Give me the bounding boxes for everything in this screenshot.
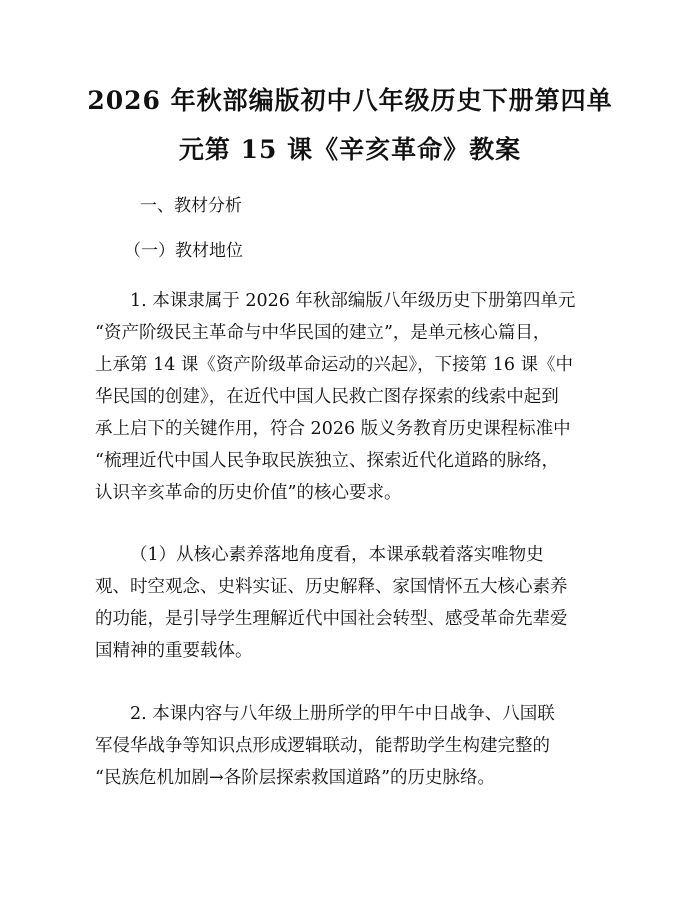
paragraph-3-line: “民族危机加剧→各阶层探索救国道路”的历史脉络。 bbox=[95, 768, 496, 788]
section-heading: 一、教材分析 bbox=[140, 196, 242, 216]
paragraph-2-line: 国精神的重要载体。 bbox=[95, 641, 253, 661]
paragraph-1-line: 1. 本课隶属于 2026 年秋部编版八年级历史下册第四单元 bbox=[130, 291, 576, 311]
paragraph-2-line: （1）从核心素养落地角度看，本课承载着落实唯物史 bbox=[130, 545, 544, 565]
paragraph-2-line: 的功能，是引导学生理解近代中国社会转型、感受革命先辈爱 bbox=[95, 609, 568, 629]
paragraph-1-line: 承上启下的关键作用，符合 2026 版义务教育历史课程标准中 bbox=[95, 419, 571, 439]
paragraph-3-line: 2. 本课内容与八年级上册所学的甲午中日战争、八国联 bbox=[130, 704, 555, 724]
paragraph-1-line: 上承第 14 课《资产阶级革命运动的兴起》，下接第 16 课《中 bbox=[95, 355, 574, 375]
document-title-line-1: 2026 年秋部编版初中八年级历史下册第四单 bbox=[87, 86, 613, 115]
paragraph-1-line: 华民国的创建》，在近代中国人民救亡图存探索的线索中起到 bbox=[95, 387, 559, 407]
paragraph-2-line: 观、时空观念、史料实证、历史解释、家国情怀五大核心素养 bbox=[95, 577, 568, 597]
paragraph-1-line: “资产阶级民主革命与中华民国的建立”，是单元核心篇目， bbox=[95, 323, 551, 343]
paragraph-1-line: “梳理近代中国人民争取民族独立、探索近代化道路的脉络， bbox=[95, 451, 559, 471]
document-title-line-2: 元第 15 课《辛亥革命》教案 bbox=[178, 135, 522, 164]
paragraph-3-line: 军侵华战争等知识点形成逻辑联动，能帮助学生构建完整的 bbox=[95, 736, 550, 756]
paragraph-1-line: 认识辛亥革命的历史价值”的核心要求。 bbox=[95, 483, 402, 503]
subsection-heading: （一）教材地位 bbox=[124, 241, 243, 261]
